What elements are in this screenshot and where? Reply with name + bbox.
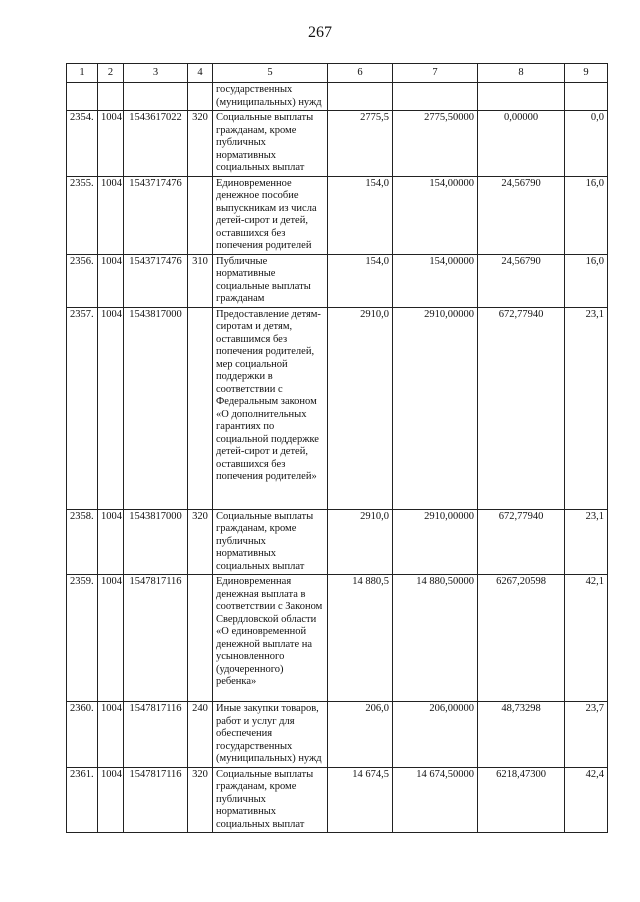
cell-section: 1004 (98, 702, 124, 768)
column-header: 1 (67, 64, 98, 83)
cell-section: 1004 (98, 575, 124, 702)
cell-name: Предоставление детям-сиротам и детям, оставшимся без попечения родителей, мер социальной поддержки в соответствии с Федеральным законом «О дополнительных гарантиях по социальной поддержке детей-сирот и детей, оставшихся без попечения родителей» (213, 307, 328, 509)
cell-plan: 14 674,5 (328, 767, 393, 833)
cell-name: Единовременное денежное пособие выпускникам из числа детей-сирот и детей, оставшихся без попечения родителей (213, 176, 328, 254)
cell-section: 1004 (98, 509, 124, 575)
cell-name: государственных (муниципальных) нужд (213, 83, 328, 111)
cell-percent: 23,7 (565, 702, 608, 768)
cell-expense-type (188, 575, 213, 702)
cell-adjusted: 2910,00000 (393, 509, 478, 575)
table-row (67, 767, 608, 833)
cell-expense-type (188, 307, 213, 509)
cell-adjusted: 2775,50000 (393, 111, 478, 177)
cell-percent: 42,1 (565, 575, 608, 702)
cell-executed: 6218,47300 (478, 767, 565, 833)
column-header: 8 (478, 64, 565, 83)
cell-row-number: 2361. (67, 767, 98, 833)
cell-expense-type: 320 (188, 767, 213, 833)
budget-table (66, 63, 608, 833)
column-header: 5 (213, 64, 328, 83)
cell-executed: 672,77940 (478, 307, 565, 509)
cell-name: Иные закупки товаров, работ и услуг для обеспечения государственных (муниципальных) нужд (213, 702, 328, 768)
cell-row-number: 2355. (67, 176, 98, 254)
cell-percent: 42,4 (565, 767, 608, 833)
cell-name: Социальные выплаты гражданам, кроме публичных нормативных социальных выплат (213, 767, 328, 833)
cell-expense-type: 320 (188, 509, 213, 575)
cell-target-code: 1547817116 (124, 767, 188, 833)
table-row (67, 176, 608, 254)
cell-target-code: 1543717476 (124, 176, 188, 254)
table-row (67, 575, 608, 702)
cell-target-code: 1547817116 (124, 575, 188, 702)
cell-executed: 24,56790 (478, 176, 565, 254)
cell-plan: 206,0 (328, 702, 393, 768)
table-row (67, 111, 608, 177)
cell-expense-type: 320 (188, 111, 213, 177)
cell-plan: 154,0 (328, 176, 393, 254)
cell-plan: 2910,0 (328, 307, 393, 509)
cell-expense-type (188, 176, 213, 254)
cell-executed: 6267,20598 (478, 575, 565, 702)
cell-name: Социальные выплаты гражданам, кроме публичных нормативных социальных выплат (213, 111, 328, 177)
cell-adjusted: 14 880,50000 (393, 575, 478, 702)
cell-percent: 0,0 (565, 111, 608, 177)
cell-section: 1004 (98, 254, 124, 307)
cell-percent: 23,1 (565, 307, 608, 509)
column-header: 3 (124, 64, 188, 83)
cell-row-number: 2354. (67, 111, 98, 177)
cell-adjusted: 154,00000 (393, 254, 478, 307)
cell-executed: 0,00000 (478, 111, 565, 177)
cell-adjusted: 2910,00000 (393, 307, 478, 509)
cell-target-code: 1543717476 (124, 254, 188, 307)
cell-expense-type: 310 (188, 254, 213, 307)
cell-row-number: 2360. (67, 702, 98, 768)
cell-percent: 23,1 (565, 509, 608, 575)
cell-adjusted: 154,00000 (393, 176, 478, 254)
cell-name: Единовременная денежная выплата в соответствии с Законом Свердловской области «О единовременной денежной выплате на усыновленного (удочеренного) ребенка» (213, 575, 328, 702)
cell-executed: 48,73298 (478, 702, 565, 768)
column-header: 4 (188, 64, 213, 83)
cell-row-number: 2359. (67, 575, 98, 702)
header-row (67, 64, 608, 83)
cell-section: 1004 (98, 176, 124, 254)
cell-section: 1004 (98, 307, 124, 509)
column-header: 9 (565, 64, 608, 83)
cell-plan: 154,0 (328, 254, 393, 307)
cell-row-number: 2357. (67, 307, 98, 509)
cell-adjusted: 14 674,50000 (393, 767, 478, 833)
cell-name: Публичные нормативные социальные выплаты гражданам (213, 254, 328, 307)
column-header: 6 (328, 64, 393, 83)
cell-target-code: 1547817116 (124, 702, 188, 768)
cell-target-code: 1543617022 (124, 111, 188, 177)
cell-expense-type: 240 (188, 702, 213, 768)
column-header: 2 (98, 64, 124, 83)
cell-section: 1004 (98, 767, 124, 833)
cell-executed: 672,77940 (478, 509, 565, 575)
cell-row-number: 2358. (67, 509, 98, 575)
cell-percent: 16,0 (565, 176, 608, 254)
cell-target-code: 1543817000 (124, 307, 188, 509)
cell-row-number: 2356. (67, 254, 98, 307)
cell-target-code: 1543817000 (124, 509, 188, 575)
page-number: 267 (308, 24, 332, 41)
table-row (67, 254, 608, 307)
cell-executed: 24,56790 (478, 254, 565, 307)
cell-plan: 2775,5 (328, 111, 393, 177)
table-row (67, 509, 608, 575)
continuation-row (67, 83, 608, 111)
table-row (67, 702, 608, 768)
cell-percent: 16,0 (565, 254, 608, 307)
column-header: 7 (393, 64, 478, 83)
cell-name: Социальные выплаты гражданам, кроме публичных нормативных социальных выплат (213, 509, 328, 575)
table-row (67, 307, 608, 509)
cell-adjusted: 206,00000 (393, 702, 478, 768)
cell-plan: 14 880,5 (328, 575, 393, 702)
cell-plan: 2910,0 (328, 509, 393, 575)
table-body (67, 83, 608, 833)
cell-section: 1004 (98, 111, 124, 177)
